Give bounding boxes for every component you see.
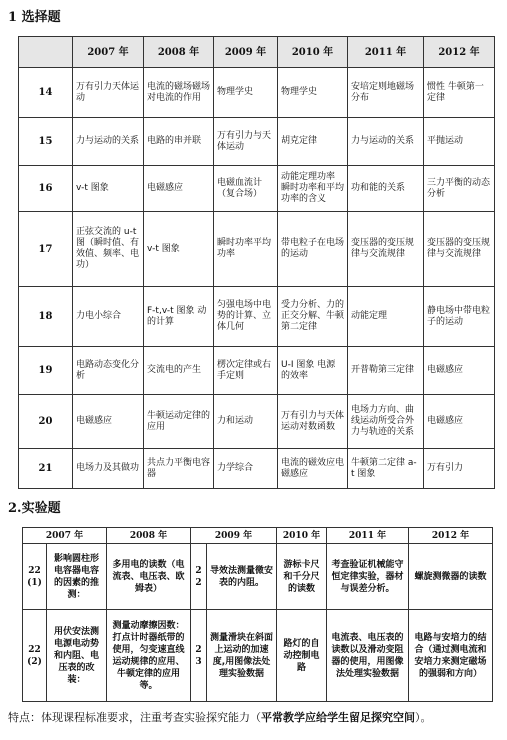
table-cell: 正弦交流的 u-t 图（瞬时值、有效值、频率、电功）: [73, 212, 144, 287]
table-cell: 动能定理: [348, 287, 424, 347]
table-cell: 电路动态变化分析: [73, 347, 144, 395]
table-cell: 力学综合: [214, 449, 278, 489]
table-cell: U-I 图象 电源的效率: [278, 347, 348, 395]
table-cell: 电磁感应: [73, 395, 144, 449]
year-header: 2010 年: [277, 528, 327, 544]
table-cell: 电磁感应: [144, 166, 214, 212]
question-number: 20: [19, 395, 73, 449]
question-number: 18: [19, 287, 73, 347]
table-cell: 动能定理功率 瞬时功率和平均功率的含义: [278, 166, 348, 212]
year-header: 2011 年: [348, 37, 424, 68]
table-cell: 电磁感应: [424, 395, 495, 449]
corner-cell: [19, 37, 73, 68]
table-row: [19, 118, 495, 166]
summary-note: [8, 711, 503, 725]
section-heading-choice: 1 选择题: [8, 10, 61, 25]
year-header: 2007 年: [23, 528, 107, 544]
table-cell: 考查验证机械能守恒定律实验，器材与误差分析。: [327, 544, 409, 610]
table-cell: 静电场中带电粒子的运动: [424, 287, 495, 347]
question-number: 22: [191, 544, 207, 610]
year-header: 2009 年: [214, 37, 278, 68]
table-cell: 电场力及其做功: [73, 449, 144, 489]
table-cell: 影响圆柱形电容器电容的因素的推测：: [47, 544, 107, 610]
table-cell: v-t 图象: [73, 166, 144, 212]
question-number: 16: [19, 166, 73, 212]
table-cell: 多用电的读数（电流表、电压表、欧姆表）: [107, 544, 191, 610]
question-number: 15: [19, 118, 73, 166]
table-cell: 力电小综合: [73, 287, 144, 347]
table-cell: 电路与安培力的结合（通过测电流和安培力来测定磁场的强弱和方向）: [409, 610, 493, 702]
question-number: 14: [19, 68, 73, 118]
year-header: 2012 年: [409, 528, 493, 544]
table-cell: 胡克定律: [278, 118, 348, 166]
table-cell: 受力分析、力的正交分解、牛顿第二定律: [278, 287, 348, 347]
table-row: [19, 449, 495, 489]
table-row: [19, 166, 495, 212]
table-row: [19, 287, 495, 347]
table-cell: F-t,v-t 图象 动的计算: [144, 287, 214, 347]
summary-suffix: ）。: [415, 711, 432, 724]
table-cell: 游标卡尺和千分尺的读数: [277, 544, 327, 610]
year-header: 2012 年: [424, 37, 495, 68]
table-cell: 安培定则地磁场分布: [348, 68, 424, 118]
question-number: 19: [19, 347, 73, 395]
year-header: 2009 年: [191, 528, 277, 544]
table-cell: 万有引力: [424, 449, 495, 489]
table-cell: 路灯的自动控制电路: [277, 610, 327, 702]
table-cell: 交流电的产生: [144, 347, 214, 395]
summary-emphasis: 平常教学应给学生留足探究空间: [261, 711, 415, 724]
table-cell: v-t 图象: [144, 212, 214, 287]
table-row: [19, 212, 495, 287]
table-cell: 电场力方向、曲线运动所受合外力与轨迹的关系: [348, 395, 424, 449]
table-cell: 功和能的关系: [348, 166, 424, 212]
table-row: [19, 347, 495, 395]
table-cell: 带电粒子在电场的运动: [278, 212, 348, 287]
table-cell: 电路的串并联: [144, 118, 214, 166]
section-heading-experiment: 2.实验题: [8, 501, 61, 516]
table-row: [23, 544, 493, 610]
choice-question-table: [18, 36, 495, 489]
table-cell: 变压器的变压规律与交流规律: [424, 212, 495, 287]
table-cell: 导效法测量微安表的内阻。: [207, 544, 277, 610]
table-cell: 万有引力天体运动: [73, 68, 144, 118]
year-header: 2011 年: [327, 528, 409, 544]
question-number: 22 (2): [23, 610, 47, 702]
question-number: 21: [19, 449, 73, 489]
experiment-question-table: [22, 527, 493, 702]
table-cell: 电磁血流计（复合场）: [214, 166, 278, 212]
table-cell: 螺旋测微器的读数: [409, 544, 493, 610]
table-cell: 力与运动的关系: [73, 118, 144, 166]
table-cell: 楞次定律或右手定则: [214, 347, 278, 395]
table-cell: 平抛运动: [424, 118, 495, 166]
table-cell: 三力平衡的动态分析: [424, 166, 495, 212]
year-header: 2010 年: [278, 37, 348, 68]
table-cell: 牛顿第二定律 a-t 图象: [348, 449, 424, 489]
table-header-row: [23, 528, 493, 544]
table-cell: 万有引力与天体运动: [214, 118, 278, 166]
year-header: 2008 年: [144, 37, 214, 68]
table-cell: 用伏安法测电源电动势和内阻、电压表的改装：: [47, 610, 107, 702]
table-cell: 变压器的变压规律与交流规律: [348, 212, 424, 287]
table-cell: 电流的磁效应电磁感应: [278, 449, 348, 489]
table-cell: 共点力平衡电容器: [144, 449, 214, 489]
year-header: 2008 年: [107, 528, 191, 544]
year-header: 2007 年: [73, 37, 144, 68]
table-cell: 力和运动: [214, 395, 278, 449]
question-number: 17: [19, 212, 73, 287]
table-header-row: [19, 37, 495, 68]
question-number: 22 (1): [23, 544, 47, 610]
table-row: [19, 68, 495, 118]
table-cell: 物理学史: [214, 68, 278, 118]
table-cell: 瞬时功率平均功率: [214, 212, 278, 287]
table-cell: 物理学史: [278, 68, 348, 118]
table-cell: 测量动摩擦因数：打点计时器纸带的使用，匀变速直线运动规律的应用、牛顿定律的应用等。: [107, 610, 191, 702]
table-cell: 测量滑块在斜面上运动的加速度,用图像法处理实验数据: [207, 610, 277, 702]
table-cell: 万有引力与天体运动对数函数: [278, 395, 348, 449]
table-cell: 电流的磁场磁场对电流的作用: [144, 68, 214, 118]
table-cell: 牛顿运动定律的应用: [144, 395, 214, 449]
table-cell: 电磁感应: [424, 347, 495, 395]
summary-prefix: 特点：体现课程标准要求，注重考查实验探究能力（: [8, 711, 261, 724]
table-row: [19, 395, 495, 449]
table-cell: 匀强电场中电势的计算、立体几何: [214, 287, 278, 347]
table-cell: 力与运动的关系: [348, 118, 424, 166]
table-row: [23, 610, 493, 702]
table-cell: 电流表、电压表的读数以及滑动变阻器的使用，用图像法处理实验数据: [327, 610, 409, 702]
table-cell: 开普勒第三定律: [348, 347, 424, 395]
question-number: 23: [191, 610, 207, 702]
table-cell: 惯性 牛顿第一定律: [424, 68, 495, 118]
